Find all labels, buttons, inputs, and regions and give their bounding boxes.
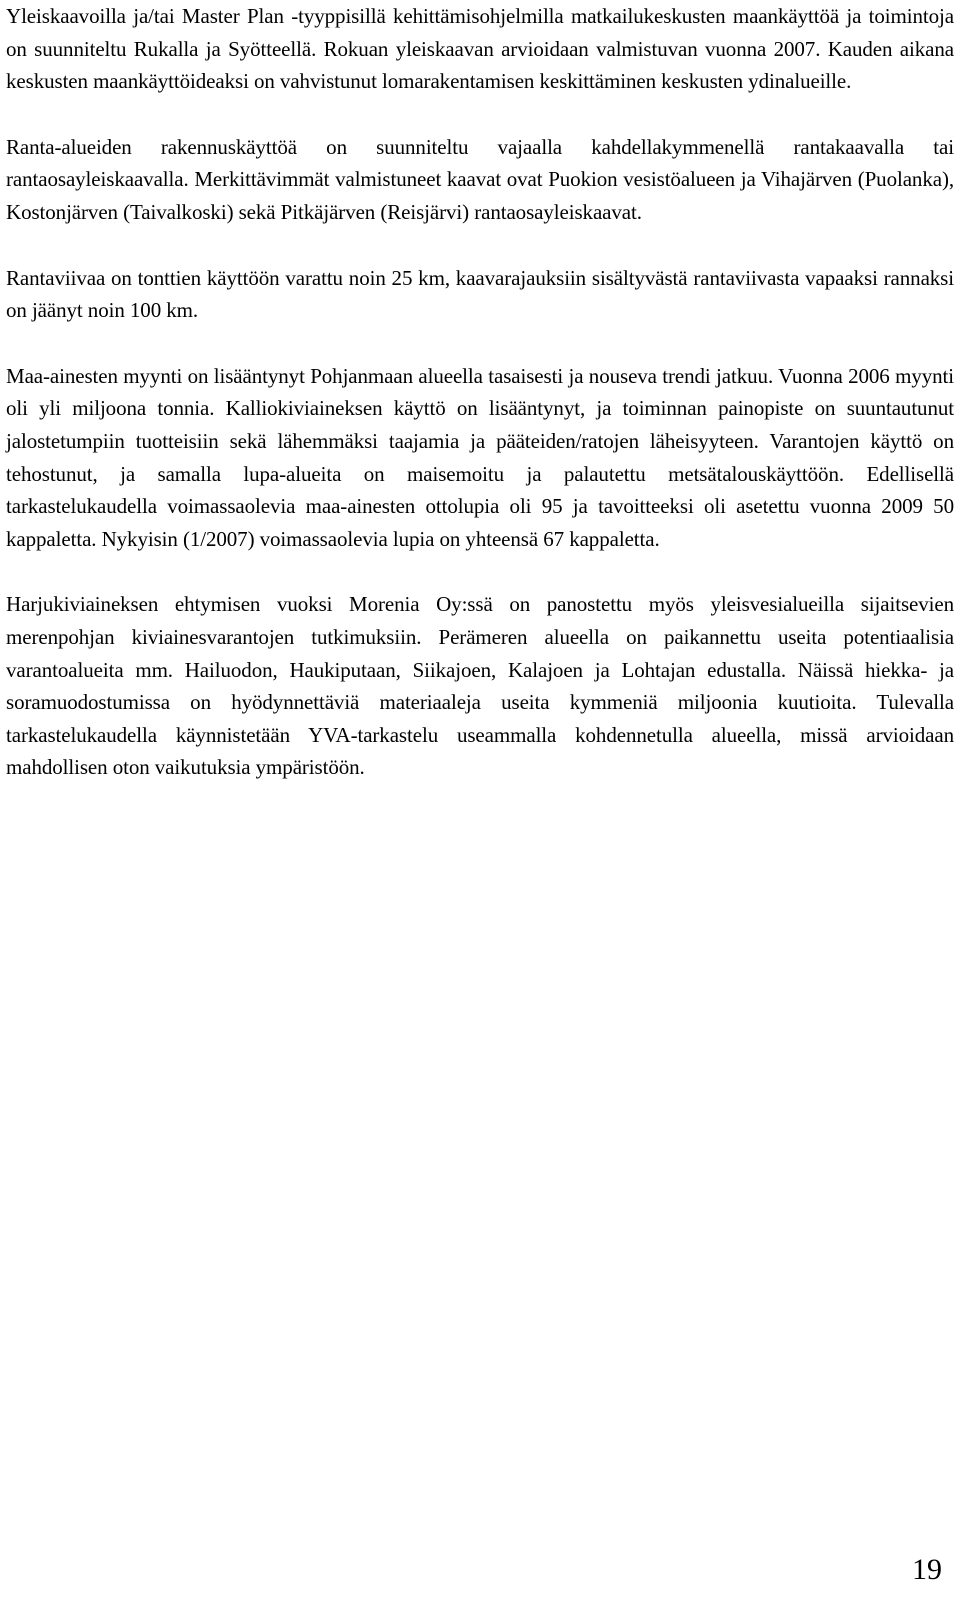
- paragraph-aggregate-sales: Maa-ainesten myynti on lisääntynyt Pohjanmaan alueella tasaisesti ja nouseva trendi jatkuu. Vuonna 2006 myynti oli yli miljoona tonnia. Kalliokiviaineksen käyttö on lisääntynyt, ja toiminnan painopiste on suuntautunut jalostetumpiin tuotteisiin sekä lähemmäksi taajamia ja pääteiden/ratojen läheisyyteen. Varantojen käyttö on tehostunut, ja samalla lupa-alueita on maisemoitu ja palautettu metsätalouskäyttöön. Edellisellä tarkastelukaudella voimassaolevia maa-ainesten ottolupia oli 95 ja tavoitteeksi oli asetettu vuonna 2009 50 kappaletta. Nykyisin (1/2007) voimassaolevia lupia on yhteensä 67 kappaletta.: [6, 363, 954, 551]
- page-number: 19: [912, 1553, 942, 1586]
- paragraph-master-plan: Yleiskaavoilla ja/tai Master Plan -tyyppisillä kehittämisohjelmilla matkailukeskusten maankäyttöä ja toimintoja on suunniteltu Rukalla ja Syötteellä. Rokuan yleiskaavan arvioidaan valmistuvan vuonna 2007. Kauden aikana keskusten maankäyttöideaksi on vahvistunut lomarakentamisen keskittäminen keskusten ydinalueille.: [6, 4, 954, 94]
- document-body: [6, 0, 954, 784]
- paragraph-shoreline-length: Rantaviivaa on tonttien käyttöön varattu noin 25 km, kaavarajauksiin sisältyvästä rantaviivasta vapaaksi rannaksi on jäänyt noin 100 km.: [6, 265, 954, 323]
- paragraph-seabed-aggregates: Harjukiviaineksen ehtymisen vuoksi Morenia Oy:ssä on panostettu myös yleisvesialueilla sijaitsevien merenpohjan kiviainesvarantojen tutkimuksiin. Perämeren alueella on paikannettu useita potentiaalisia varantoalueita mm. Hailuodon, Haukiputaan, Siikajoen, Kalajoen ja Lohtajan edustalla. Näissä hiekka- ja soramuodostumissa on hyödynnettäviä materiaaleja useita kymmeniä miljoonia kuutioita. Tulevalla tarkastelukaudella käynnistetään YVA-tarkastelu useammalla kohdennetulla alueella, missä arvioidaan mahdollisen oton vaikutuksia ympäristöön.: [6, 592, 954, 780]
- paragraph-shoreline-plans: Ranta-alueiden rakennuskäyttöä on suunniteltu vajaalla kahdellakymmenellä rantakaavalla tai rantaosayleiskaavalla. Merkittävimmät valmistuneet kaavat ovat Puokion vesistöalueen ja Vihajärven (Puolanka), Kostonjärven (Taivalkoski) sekä Pitkäjärven (Reisjärvi) rantaosayleiskaavat.: [6, 134, 954, 224]
